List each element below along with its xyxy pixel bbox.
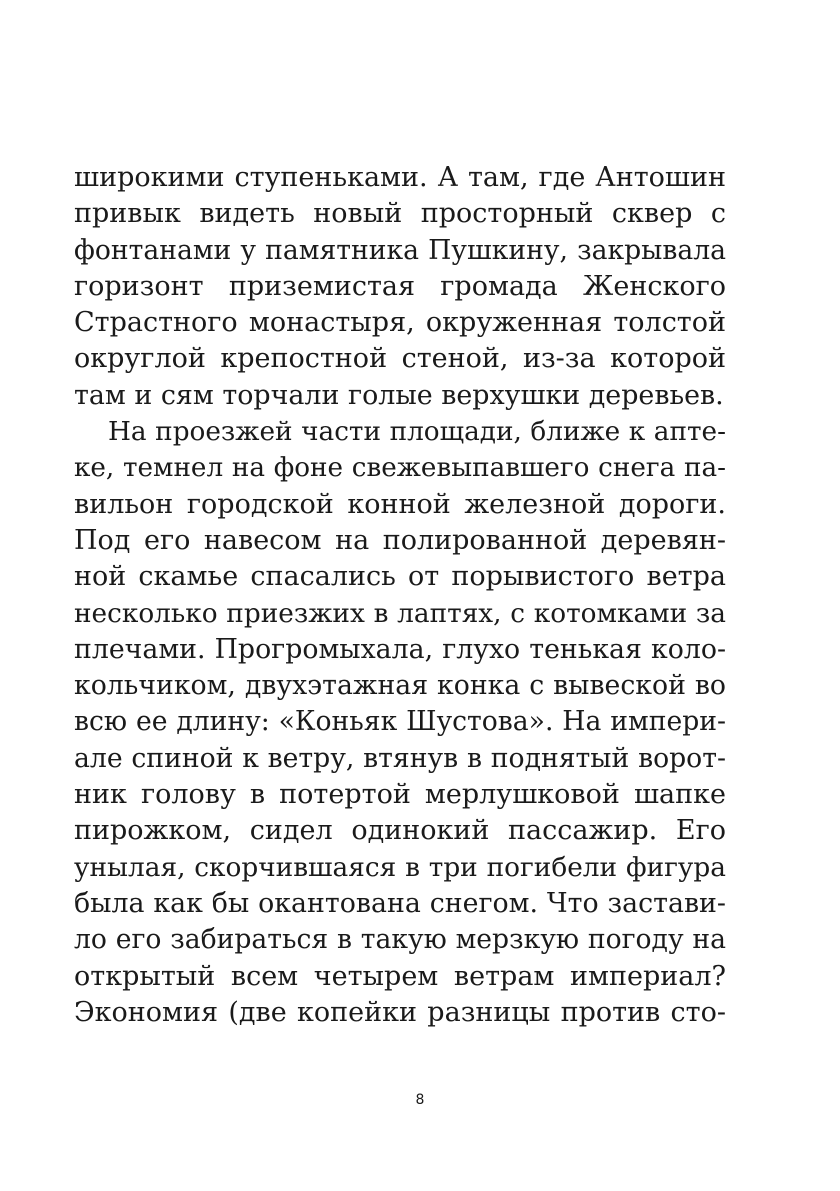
text-line: всю ее длину: «Коньяк Шустова». На импери- — [74, 706, 726, 738]
text-line: округлой крепостной стеной, из-за которой — [74, 343, 726, 375]
text-line: широкими ступеньками. А там, где Антошин — [74, 162, 726, 193]
text-line: На проезжей части площади, ближе к апте- — [108, 417, 726, 448]
text-line: Страстного монастыря, окруженная толстой — [74, 307, 726, 339]
text-line: Экономия (две копейки разницы против сто- — [74, 996, 726, 1028]
text-line: плечами. Прогромыхала, глухо тенькая коло- — [74, 633, 726, 665]
text-line: ло его забираться в такую мерзкую погоду на — [74, 924, 726, 956]
text-line: горизонт приземистая громада Женского — [74, 270, 726, 302]
text-line: але спиной к ветру, втянув в поднятый ворот- — [74, 742, 726, 774]
text-line: открытый всем четырем ветрам империал? — [74, 960, 726, 992]
text-line: кольчиком, двухэтажная конка с вывеской во — [74, 670, 726, 702]
paragraph — [74, 414, 726, 1031]
text-line: там и сям торчали голые верхушки деревьев. — [74, 379, 724, 411]
page-number: 8 — [415, 1092, 425, 1108]
text-line: вильон городской конной железной дороги. — [74, 488, 726, 520]
text-line: ник голову в потертой мерлушковой шапке — [74, 779, 726, 811]
body-text — [74, 160, 726, 1031]
text-line: ке, темнел на фоне свежевыпавшего снега па- — [74, 453, 726, 484]
text-line: ной скамье спасались от порывистого ветра — [74, 561, 726, 593]
text-line: привык видеть новый просторный сквер с — [74, 198, 726, 230]
text-line: фонтанами у памятника Пушкину, закрывала — [74, 234, 726, 266]
text-line: несколько приезжих в лаптях, с котомками за — [74, 598, 726, 629]
text-line: унылая, скорчившаяся в три погибели фигура — [74, 852, 726, 883]
text-line: была как бы окантована снегом. Что застави- — [74, 887, 726, 919]
text-line: Под его навесом на полированной деревян- — [74, 524, 726, 556]
paragraph-continued — [74, 160, 726, 414]
text-line: пирожком, сидел одинокий пассажир. Его — [74, 815, 726, 847]
